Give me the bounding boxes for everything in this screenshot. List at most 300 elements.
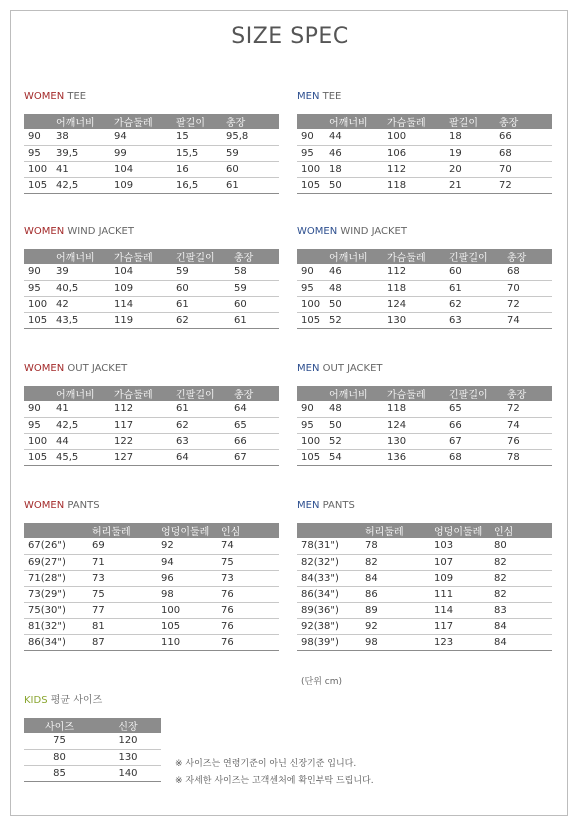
value-cell: 92 [361,618,430,634]
section-gender-label: WOMEN [24,91,65,102]
size-cell: 100 [24,161,52,177]
value-cell: 48 [325,401,383,417]
column-header: 어깨너비 [56,253,95,264]
value-cell: 60 [445,264,503,280]
value-cell: 72 [503,296,552,312]
value-cell: 110 [157,634,217,650]
table-row [24,749,161,765]
value-cell: 92 [157,538,217,554]
table-row [24,280,279,296]
value-cell: 16,5 [172,177,222,193]
value-cell: 82 [490,570,552,586]
table-row [24,554,279,570]
table-row [24,733,161,749]
size-cell: 100 [24,296,52,312]
size-cell: 90 [297,129,325,145]
column-header: 허리둘레 [365,527,404,538]
value-cell: 82 [490,554,552,570]
value-cell: 39 [52,264,110,280]
table-row [297,177,552,193]
table-row [24,177,279,193]
column-header: 가슴둘레 [387,118,426,129]
value-cell: 109 [430,570,490,586]
value-cell: 109 [110,280,172,296]
section-gender-label: MEN [297,91,320,102]
value-cell: 61 [445,280,503,296]
value-cell: 80 [490,538,552,554]
size-cell: 105 [297,449,325,465]
value-cell: 72 [503,401,552,417]
column-header: 허리둘레 [92,527,131,538]
column-header: 팔길이 [449,118,478,129]
table-row [24,433,279,449]
section-gender-label: WOMEN [297,226,338,237]
size-table [297,249,552,329]
value-cell: 18 [325,161,383,177]
column-header [297,249,325,264]
table-row [24,634,279,650]
value-cell: 43,5 [52,312,110,328]
column-header: 팔길이 [176,118,205,129]
value-cell: 62 [172,417,230,433]
value-cell: 65 [445,401,503,417]
page-title: SIZE SPEC [231,24,349,49]
size-cell: 78(31") [297,538,361,554]
table-row [24,145,279,161]
value-cell: 119 [110,312,172,328]
table-row [297,618,552,634]
value-cell: 118 [383,401,445,417]
value-cell: 76 [217,634,279,650]
value-cell: 77 [88,602,157,618]
size-cell: 105 [24,449,52,465]
value-cell: 52 [325,433,383,449]
value-cell: 96 [157,570,217,586]
table-row [24,296,279,312]
table-header-row [24,249,279,264]
women-wind-jacket-section-2 [297,225,552,329]
value-cell: 45,5 [52,449,110,465]
section-title [24,499,279,513]
women-tee-section [24,90,279,194]
size-table [297,386,552,466]
table-row [297,433,552,449]
size-cell: 73(29") [24,586,88,602]
table-row [297,570,552,586]
value-cell: 95,8 [222,129,279,145]
value-cell: 100 [157,602,217,618]
value-cell: 107 [430,554,490,570]
table-header-row [24,114,279,129]
value-cell: 99 [110,145,172,161]
value-cell: 38 [52,129,110,145]
size-cell: 85 [24,765,95,781]
section-garment-label: TEE [322,91,342,102]
value-cell: 66 [230,433,279,449]
value-cell: 104 [110,264,172,280]
value-cell: 15 [172,129,222,145]
value-cell: 15,5 [172,145,222,161]
column-header: 어깨너비 [56,118,95,129]
value-cell: 58 [230,264,279,280]
table-row [297,538,552,554]
table-row [297,129,552,145]
note-age: ※ 사이즈는 연령기준이 아닌 신장기준 입니다. [175,759,357,769]
value-cell: 86 [361,586,430,602]
table-row [24,449,279,465]
value-cell: 50 [325,177,383,193]
value-cell: 64 [172,449,230,465]
column-header: 신장 [118,722,138,733]
value-cell: 111 [430,586,490,602]
section-title [297,90,552,104]
value-cell: 21 [445,177,495,193]
section-gender-label: KIDS [24,695,48,706]
value-cell: 83 [490,602,552,618]
size-cell: 90 [24,264,52,280]
table-row [24,264,279,280]
size-cell: 100 [297,296,325,312]
column-header: 총장 [234,390,254,401]
size-cell: 71(28") [24,570,88,586]
size-cell: 95 [24,145,52,161]
section-garment-label: WIND JACKET [67,226,134,237]
size-cell: 75(30") [24,602,88,618]
value-cell: 89 [361,602,430,618]
value-cell: 124 [383,296,445,312]
value-cell: 73 [217,570,279,586]
value-cell: 71 [88,554,157,570]
men-tee-section [297,90,552,194]
size-cell: 95 [297,145,325,161]
value-cell: 74 [503,417,552,433]
value-cell: 124 [383,417,445,433]
table-header-row [24,523,279,538]
section-title [297,362,552,376]
value-cell: 61 [172,401,230,417]
table-row [297,634,552,650]
value-cell: 112 [110,401,172,417]
value-cell: 117 [110,417,172,433]
size-cell: 100 [297,433,325,449]
women-wind-jacket-section [24,225,279,329]
table-row [24,312,279,328]
value-cell: 76 [217,586,279,602]
table-header-row [297,249,552,264]
section-garment-label: TEE [67,91,87,102]
value-cell: 117 [430,618,490,634]
size-cell: 105 [297,312,325,328]
value-cell: 60 [230,296,279,312]
column-header: 가슴둘레 [387,253,426,264]
column-header: 어깨너비 [56,390,95,401]
value-cell: 76 [217,618,279,634]
table-header-row [24,718,161,733]
column-header: 총장 [234,253,254,264]
section-gender-label: MEN [297,500,320,511]
value-cell: 73 [88,570,157,586]
column-header [24,249,52,264]
value-cell: 20 [445,161,495,177]
value-cell: 46 [325,145,383,161]
size-cell: 100 [24,433,52,449]
size-cell: 81(32") [24,618,88,634]
value-cell: 120 [95,733,161,749]
value-cell: 78 [361,538,430,554]
value-cell: 84 [361,570,430,586]
value-cell: 140 [95,765,161,781]
value-cell: 61 [172,296,230,312]
value-cell: 44 [52,433,110,449]
value-cell: 60 [172,280,230,296]
value-cell: 70 [503,280,552,296]
value-cell: 98 [361,634,430,650]
value-cell: 65 [230,417,279,433]
value-cell: 69 [88,538,157,554]
column-header: 총장 [226,118,246,129]
value-cell: 63 [172,433,230,449]
value-cell: 103 [430,538,490,554]
value-cell: 106 [383,145,445,161]
value-cell: 19 [445,145,495,161]
size-cell: 105 [24,177,52,193]
section-title [297,225,552,239]
section-title [24,90,279,104]
size-table [24,718,161,782]
value-cell: 52 [325,312,383,328]
value-cell: 50 [325,296,383,312]
value-cell: 66 [495,129,552,145]
value-cell: 50 [325,417,383,433]
value-cell: 127 [110,449,172,465]
value-cell: 40,5 [52,280,110,296]
size-table [24,523,279,651]
section-gender-label: WOMEN [24,363,65,374]
value-cell: 76 [503,433,552,449]
size-cell: 75 [24,733,95,749]
value-cell: 62 [445,296,503,312]
value-cell: 123 [430,634,490,650]
women-out-jacket-section [24,362,279,466]
notes [175,756,374,790]
value-cell: 130 [383,312,445,328]
table-row [297,417,552,433]
value-cell: 84 [490,618,552,634]
column-header: 어깨너비 [329,253,368,264]
value-cell: 59 [230,280,279,296]
value-cell: 76 [217,602,279,618]
table-row [297,554,552,570]
size-cell: 82(32") [297,554,361,570]
value-cell: 122 [110,433,172,449]
table-header-row [297,386,552,401]
section-garment-label: OUT JACKET [67,363,128,374]
value-cell: 46 [325,264,383,280]
size-table [24,114,279,194]
section-title [297,499,552,513]
table-row [24,161,279,177]
size-cell: 84(33") [297,570,361,586]
note-customer-center: ※ 자세한 사이즈는 고객센처에 확인부탁 드립니다. [175,776,374,786]
value-cell: 59 [172,264,230,280]
value-cell: 42,5 [52,177,110,193]
value-cell: 112 [383,264,445,280]
value-cell: 130 [383,433,445,449]
size-cell: 105 [24,312,52,328]
column-header [24,386,52,401]
column-header: 총장 [507,390,527,401]
column-header: 인심 [494,527,514,538]
table-row [297,280,552,296]
size-cell: 90 [297,401,325,417]
value-cell: 39,5 [52,145,110,161]
size-cell: 69(27") [24,554,88,570]
table-row [24,538,279,554]
size-cell: 105 [297,177,325,193]
value-cell: 82 [490,586,552,602]
value-cell: 74 [503,312,552,328]
kids-section [24,694,161,782]
column-header: 총장 [499,118,519,129]
table-header-row [297,114,552,129]
value-cell: 118 [383,280,445,296]
size-cell: 80 [24,749,95,765]
size-table [24,249,279,329]
table-row [297,296,552,312]
value-cell: 66 [445,417,503,433]
value-cell: 114 [110,296,172,312]
section-garment-label: WIND JACKET [340,226,407,237]
value-cell: 44 [325,129,383,145]
value-cell: 84 [490,634,552,650]
section-title [24,225,279,239]
size-cell: 98(39") [297,634,361,650]
table-row [24,586,279,602]
table-header-row [24,386,279,401]
value-cell: 100 [383,129,445,145]
value-cell: 130 [95,749,161,765]
table-header-row [297,523,552,538]
column-header: 엉덩이둘레 [161,527,210,538]
column-header: 긴팔길이 [449,390,488,401]
size-cell: 92(38") [297,618,361,634]
column-header [297,523,361,538]
value-cell: 75 [217,554,279,570]
men-pants-section [297,499,552,651]
size-table [297,523,552,651]
size-cell: 67(26") [24,538,88,554]
size-cell: 90 [24,129,52,145]
value-cell: 41 [52,401,110,417]
value-cell: 68 [503,264,552,280]
value-cell: 75 [88,586,157,602]
unit-note: (단위 cm) [301,677,342,687]
size-cell: 86(34") [297,586,361,602]
table-row [297,264,552,280]
value-cell: 61 [230,312,279,328]
value-cell: 82 [361,554,430,570]
column-header: 가슴둘레 [114,118,153,129]
value-cell: 98 [157,586,217,602]
value-cell: 68 [445,449,503,465]
size-table [24,386,279,466]
column-header: 가슴둘레 [114,253,153,264]
value-cell: 72 [495,177,552,193]
value-cell: 16 [172,161,222,177]
value-cell: 78 [503,449,552,465]
value-cell: 42 [52,296,110,312]
value-cell: 68 [495,145,552,161]
size-cell: 100 [297,161,325,177]
size-cell: 95 [297,417,325,433]
value-cell: 54 [325,449,383,465]
section-gender-label: WOMEN [24,500,65,511]
column-header [297,386,325,401]
table-row [297,586,552,602]
column-header: 사이즈 [45,722,74,733]
value-cell: 74 [217,538,279,554]
value-cell: 67 [230,449,279,465]
size-cell: 89(36") [297,602,361,618]
size-cell: 95 [24,280,52,296]
table-row [297,161,552,177]
value-cell: 94 [110,129,172,145]
women-pants-section [24,499,279,651]
value-cell: 60 [222,161,279,177]
value-cell: 114 [430,602,490,618]
value-cell: 48 [325,280,383,296]
value-cell: 118 [383,177,445,193]
section-title [24,362,279,376]
value-cell: 112 [383,161,445,177]
table-row [24,570,279,586]
table-row [297,401,552,417]
column-header: 가슴둘레 [114,390,153,401]
column-header [297,114,325,129]
column-header: 긴팔길이 [449,253,488,264]
table-row [297,602,552,618]
table-row [24,765,161,781]
table-row [297,449,552,465]
column-header: 인심 [221,527,241,538]
value-cell: 63 [445,312,503,328]
value-cell: 109 [110,177,172,193]
value-cell: 41 [52,161,110,177]
value-cell: 81 [88,618,157,634]
size-table [297,114,552,194]
column-header: 긴팔길이 [176,253,215,264]
value-cell: 87 [88,634,157,650]
section-gender-label: MEN [297,363,320,374]
column-header: 가슴둘레 [387,390,426,401]
value-cell: 64 [230,401,279,417]
column-header [24,523,88,538]
section-garment-label: OUT JACKET [322,363,383,374]
column-header: 총장 [507,253,527,264]
size-cell: 90 [24,401,52,417]
column-header: 긴팔길이 [176,390,215,401]
section-garment-label: PANTS [67,500,100,511]
value-cell: 61 [222,177,279,193]
value-cell: 105 [157,618,217,634]
value-cell: 70 [495,161,552,177]
value-cell: 136 [383,449,445,465]
table-row [297,145,552,161]
section-garment-label: 평균 사이즈 [50,695,103,706]
section-title [24,694,161,708]
size-cell: 90 [297,264,325,280]
section-garment-label: PANTS [322,500,355,511]
